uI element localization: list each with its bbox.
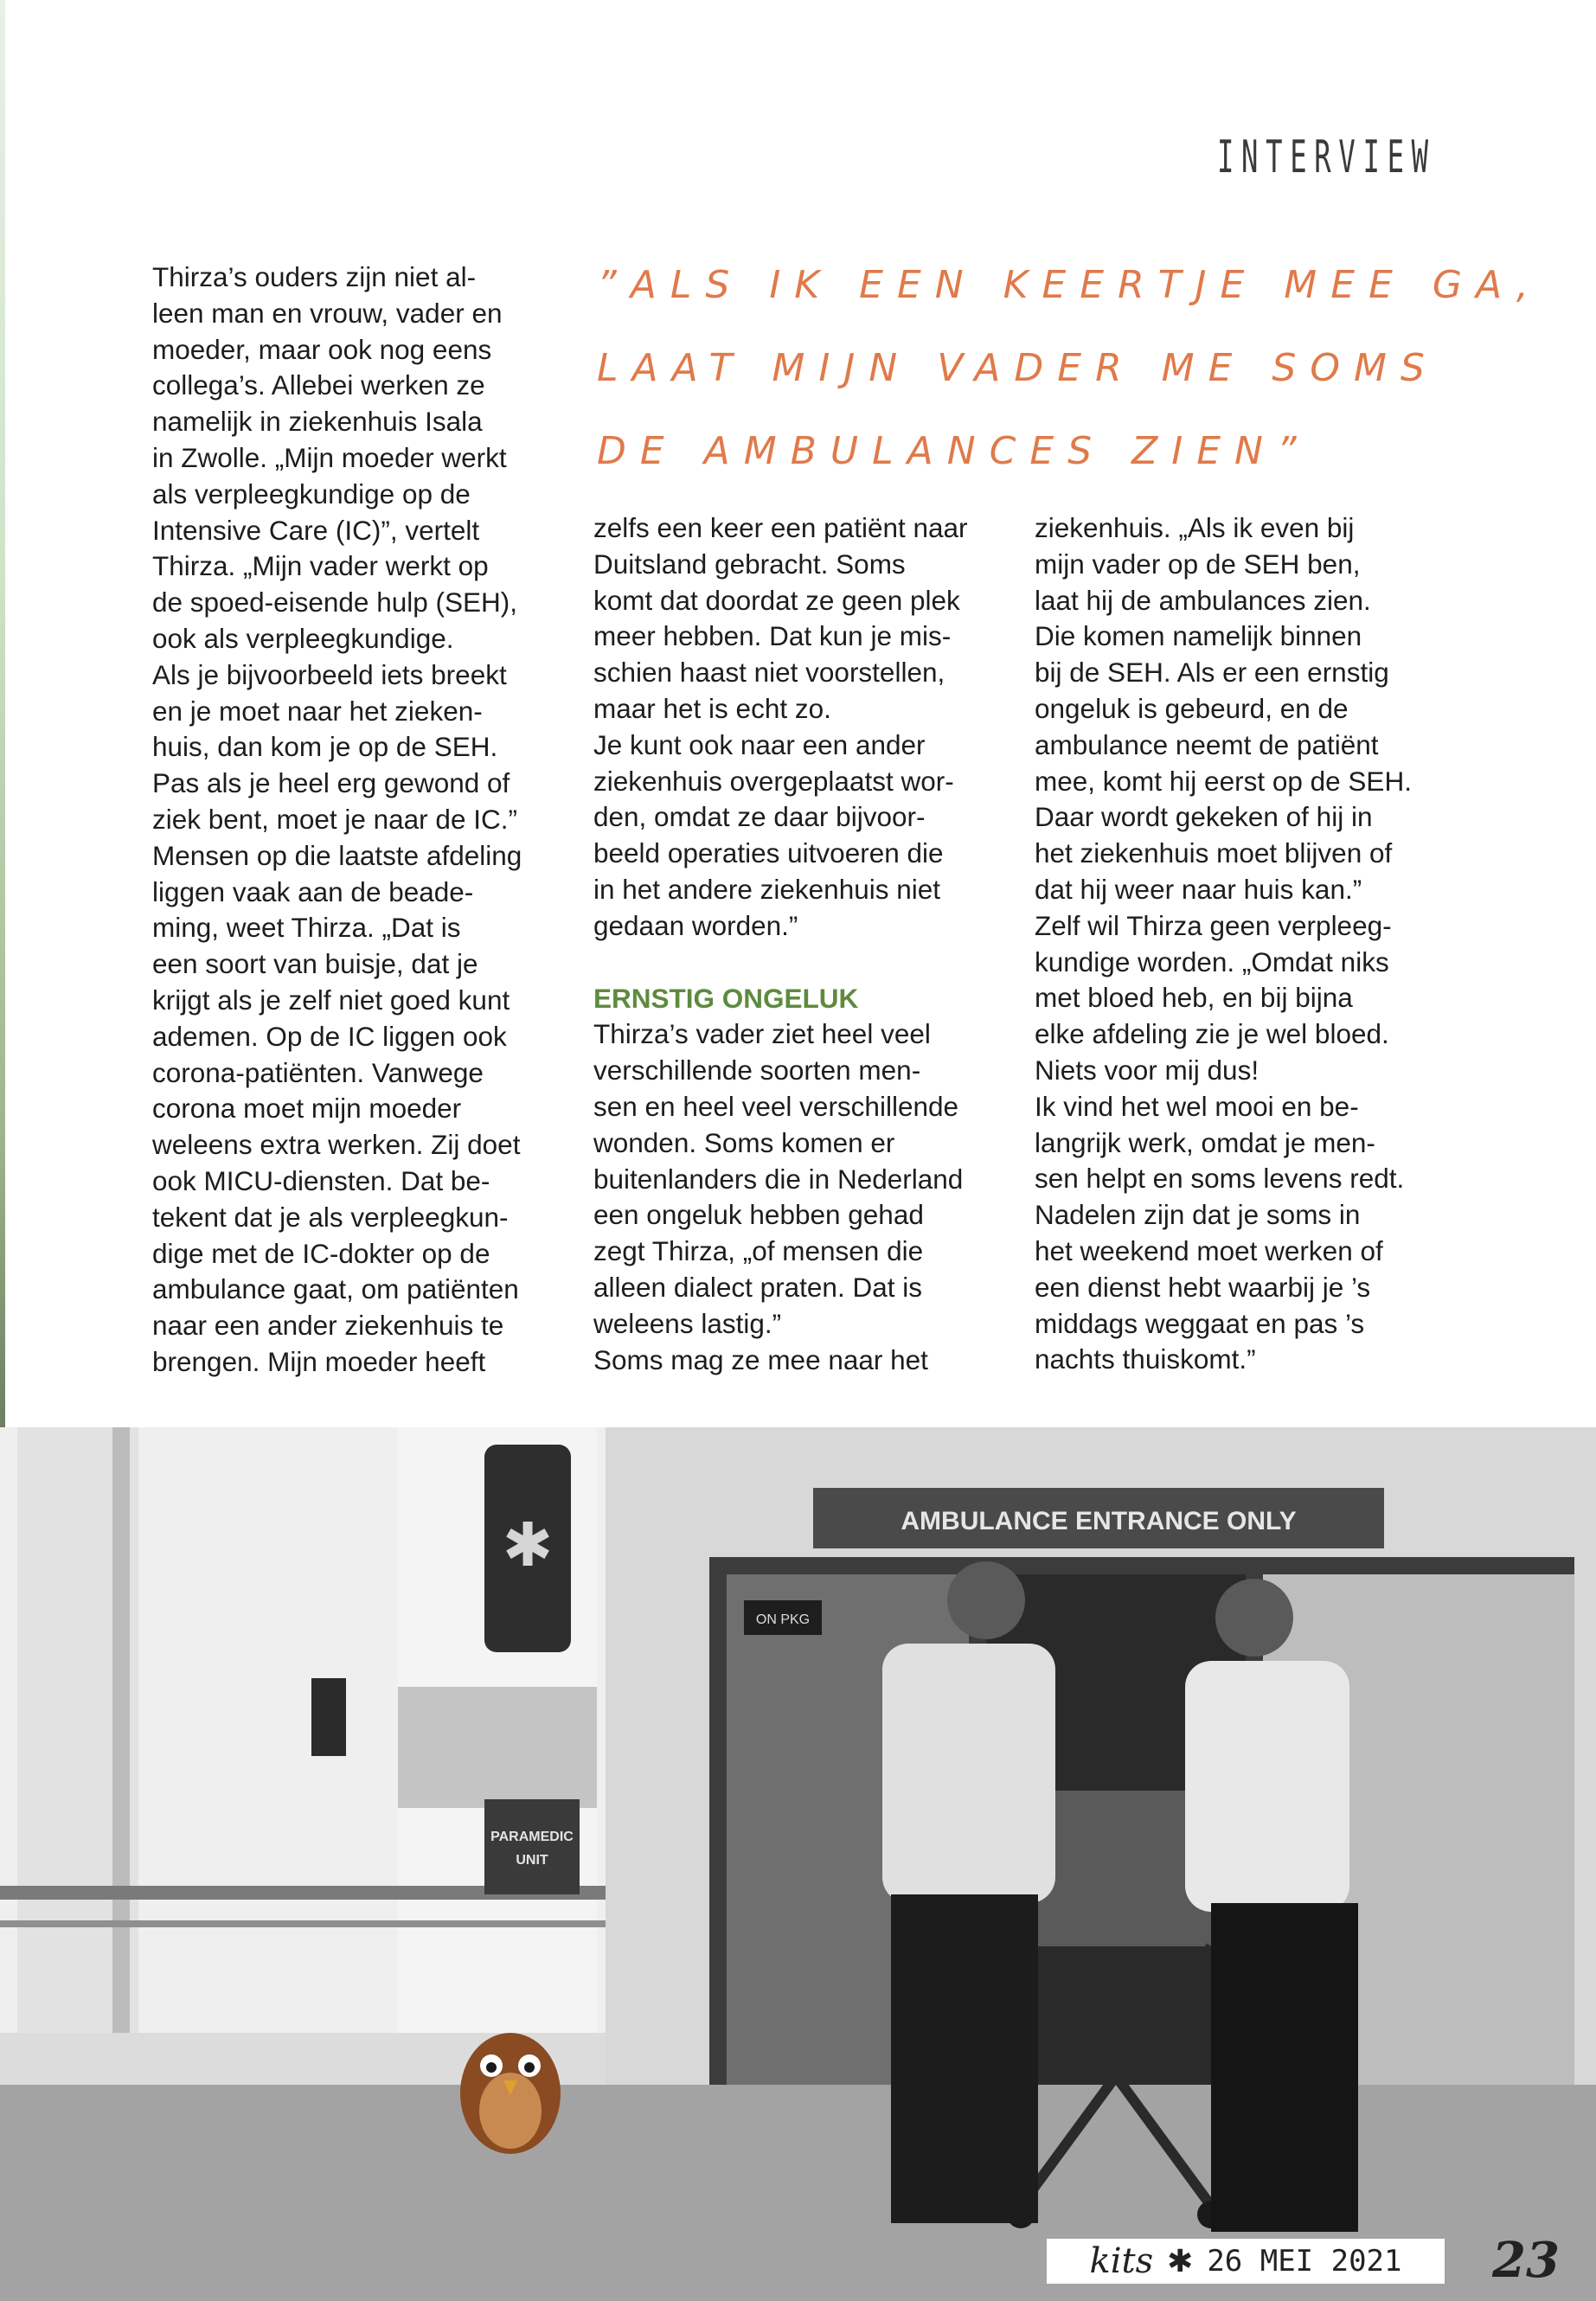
text-line: leen man en vrouw, vader en bbox=[152, 297, 503, 329]
issue-date: 26 MEI 2021 bbox=[1207, 2244, 1402, 2279]
pull-quote-line: ”ALS IK EEN KEERTJE MEE GA, bbox=[597, 263, 1542, 307]
article-column-2 bbox=[593, 510, 1000, 1378]
text-line: schien haast niet voorstellen, bbox=[593, 657, 945, 689]
text-line: sen en heel veel verschillende bbox=[593, 1090, 959, 1122]
text-line: Die komen namelijk binnen bbox=[1035, 620, 1362, 652]
text-line: ademen. Op de IC liggen ook bbox=[152, 1020, 507, 1052]
text-line: den, omdat ze daar bijvoor- bbox=[593, 801, 926, 833]
text-line: maar het is echt zo. bbox=[593, 692, 831, 724]
article-column-3 bbox=[1035, 510, 1450, 1378]
text-line: Pas als je heel erg gewond of bbox=[152, 767, 510, 799]
text-line: meer hebben. Dat kun je mis- bbox=[593, 620, 952, 652]
text-line: ambulance gaat, om patiënten bbox=[152, 1273, 519, 1305]
text-line: nachts thuiskomt.” bbox=[1035, 1343, 1256, 1375]
pull-quote-line: LAAT MIJN VADER ME SOMS bbox=[597, 346, 1439, 390]
page-number: 23 bbox=[1492, 2232, 1560, 2289]
text-line: kundige worden. „Omdat niks bbox=[1035, 945, 1389, 977]
text-line: ziekenhuis overgeplaatst wor- bbox=[593, 765, 954, 797]
text-line: komt dat doordat ze geen plek bbox=[593, 584, 960, 616]
text-line: brengen. Mijn moeder heeft bbox=[152, 1345, 486, 1377]
text-line: Als je bijvoorbeeld iets breekt bbox=[152, 658, 507, 690]
text-line: beeld operaties uitvoeren die bbox=[593, 837, 944, 869]
unit-label: UNIT bbox=[516, 1853, 548, 1868]
text-line: moeder, maar ook nog eens bbox=[152, 333, 492, 365]
page-edge-strip bbox=[0, 0, 5, 1427]
text-line: Thirza’s ouders zijn niet al- bbox=[152, 261, 477, 292]
text-line: Nadelen zijn dat je soms in bbox=[1035, 1199, 1361, 1231]
text-line: Soms mag ze mee naar het bbox=[593, 1343, 928, 1375]
ambulance-photo bbox=[0, 1427, 1596, 2301]
column2-bottom-text bbox=[593, 1016, 1000, 1378]
subheading: ERNSTIG ONGELUK bbox=[593, 982, 859, 1014]
text-line: collega’s. Allebei werken ze bbox=[152, 369, 485, 401]
text-line: alleen dialect praten. Dat is bbox=[593, 1271, 922, 1303]
text-line: en je moet naar het zieken- bbox=[152, 695, 483, 727]
text-line: een dienst hebt waarbij je ’s bbox=[1035, 1271, 1371, 1303]
text-line: tekent dat je als verpleegkun- bbox=[152, 1201, 509, 1233]
text-line: een soort van buisje, dat je bbox=[152, 948, 478, 980]
text-line: ziek bent, moet je naar de IC.” bbox=[152, 803, 517, 835]
paramedic-label: PARAMEDIC bbox=[490, 1830, 574, 1844]
text-line: zelfs een keer een patiënt naar bbox=[593, 512, 968, 543]
text-line: langrijk werk, omdat je men- bbox=[1035, 1126, 1375, 1158]
pull-quote-line: DE AMBULANCES ZIEN” bbox=[597, 429, 1311, 473]
text-line: Je kunt ook naar een ander bbox=[593, 728, 926, 760]
text-line: ambulance neemt de patiënt bbox=[1035, 728, 1379, 760]
text-line: dat hij weer naar huis kan.” bbox=[1035, 873, 1362, 905]
text-line: als verpleegkundige op de bbox=[152, 478, 471, 510]
text-line: Intensive Care (IC)”, vertelt bbox=[152, 514, 480, 546]
text-line: weleens lastig.” bbox=[593, 1307, 782, 1339]
text-line: corona-patiënten. Vanwege bbox=[152, 1056, 484, 1088]
section-label: INTERVIEW bbox=[1217, 131, 1436, 183]
magazine-brand: kits bbox=[1089, 2241, 1154, 2281]
text-line: verschillende soorten men- bbox=[593, 1054, 921, 1086]
text-line: krijgt als je zelf niet goed kunt bbox=[152, 984, 510, 1016]
text-line: Zelf wil Thirza geen verpleeg- bbox=[1035, 909, 1392, 941]
text-line: mee, komt hij eerst op de SEH. bbox=[1035, 765, 1412, 797]
pull-quote bbox=[597, 244, 1542, 493]
footer-strip bbox=[1047, 2239, 1445, 2284]
text-line: elke afdeling zie je wel bloed. bbox=[1035, 1018, 1389, 1050]
text-line: Ik vind het wel mooi en be- bbox=[1035, 1090, 1359, 1122]
text-line: middags weggaat en pas ’s bbox=[1035, 1307, 1365, 1339]
text-line: Thirza’s vader ziet heel veel bbox=[593, 1018, 931, 1050]
text-line: wonden. Soms komen er bbox=[593, 1126, 895, 1158]
ambulance-sign-text: AMBULANCE ENTRANCE ONLY bbox=[901, 1507, 1297, 1535]
text-line: Niets voor mij dus! bbox=[1035, 1054, 1259, 1086]
text-line: Duitsland gebracht. Soms bbox=[593, 548, 906, 580]
text-line: naar een ander ziekenhuis te bbox=[152, 1310, 504, 1342]
text-line: sen helpt en soms levens redt. bbox=[1035, 1163, 1405, 1195]
text-line: met bloed heb, en bij bijna bbox=[1035, 982, 1353, 1014]
text-line: liggen vaak aan de beade- bbox=[152, 875, 474, 907]
text-line: corona moet mijn moeder bbox=[152, 1093, 462, 1125]
text-line: weleens extra werken. Zij doet bbox=[152, 1129, 521, 1161]
text-line: buitenlanders die in Nederland bbox=[593, 1163, 964, 1195]
text-line: ming, weet Thirza. „Dat is bbox=[152, 912, 461, 944]
text-line: ook MICU-diensten. Dat be- bbox=[152, 1164, 490, 1196]
text-line: laat hij de ambulances zien. bbox=[1035, 584, 1371, 616]
article-column-1 bbox=[152, 260, 559, 1381]
text-line: zegt Thirza, „of mensen die bbox=[593, 1235, 924, 1267]
star-separator-icon: ✱ bbox=[1167, 2243, 1194, 2279]
text-line: een ongeluk hebben gehad bbox=[593, 1199, 924, 1231]
owl-mascot-icon bbox=[460, 2033, 561, 2154]
door-label-text: ON PKG bbox=[755, 1612, 811, 1627]
text-line: ook als verpleegkundige. bbox=[152, 622, 454, 654]
text-line: mijn vader op de SEH ben, bbox=[1035, 548, 1361, 580]
text-line: in het andere ziekenhuis niet bbox=[593, 873, 941, 905]
text-line: Mensen op die laatste afdeling bbox=[152, 839, 522, 871]
text-line: het weekend moet werken of bbox=[1035, 1234, 1383, 1266]
text-line: dige met de IC-dokter op de bbox=[152, 1237, 490, 1269]
svg-text:✱: ✱ bbox=[502, 1509, 554, 1580]
text-line: namelijk in ziekenhuis Isala bbox=[152, 406, 483, 438]
text-line: bij de SEH. Als er een ernstig bbox=[1035, 657, 1389, 689]
text-line: ziekenhuis. „Als ik even bij bbox=[1035, 512, 1355, 543]
column2-top-text bbox=[593, 510, 1000, 945]
text-line: Daar wordt gekeken of hij in bbox=[1035, 801, 1373, 833]
text-line: ongeluk is gebeurd, en de bbox=[1035, 692, 1349, 724]
text-line: Thirza. „Mijn vader werkt op bbox=[152, 550, 489, 582]
text-line: gedaan worden.” bbox=[593, 909, 798, 941]
text-line: het ziekenhuis moet blijven of bbox=[1035, 837, 1393, 869]
text-line: huis, dan kom je op de SEH. bbox=[152, 731, 498, 763]
text-line: in Zwolle. „Mijn moeder werkt bbox=[152, 441, 507, 473]
text-line: de spoed-eisende hulp (SEH), bbox=[152, 586, 518, 619]
